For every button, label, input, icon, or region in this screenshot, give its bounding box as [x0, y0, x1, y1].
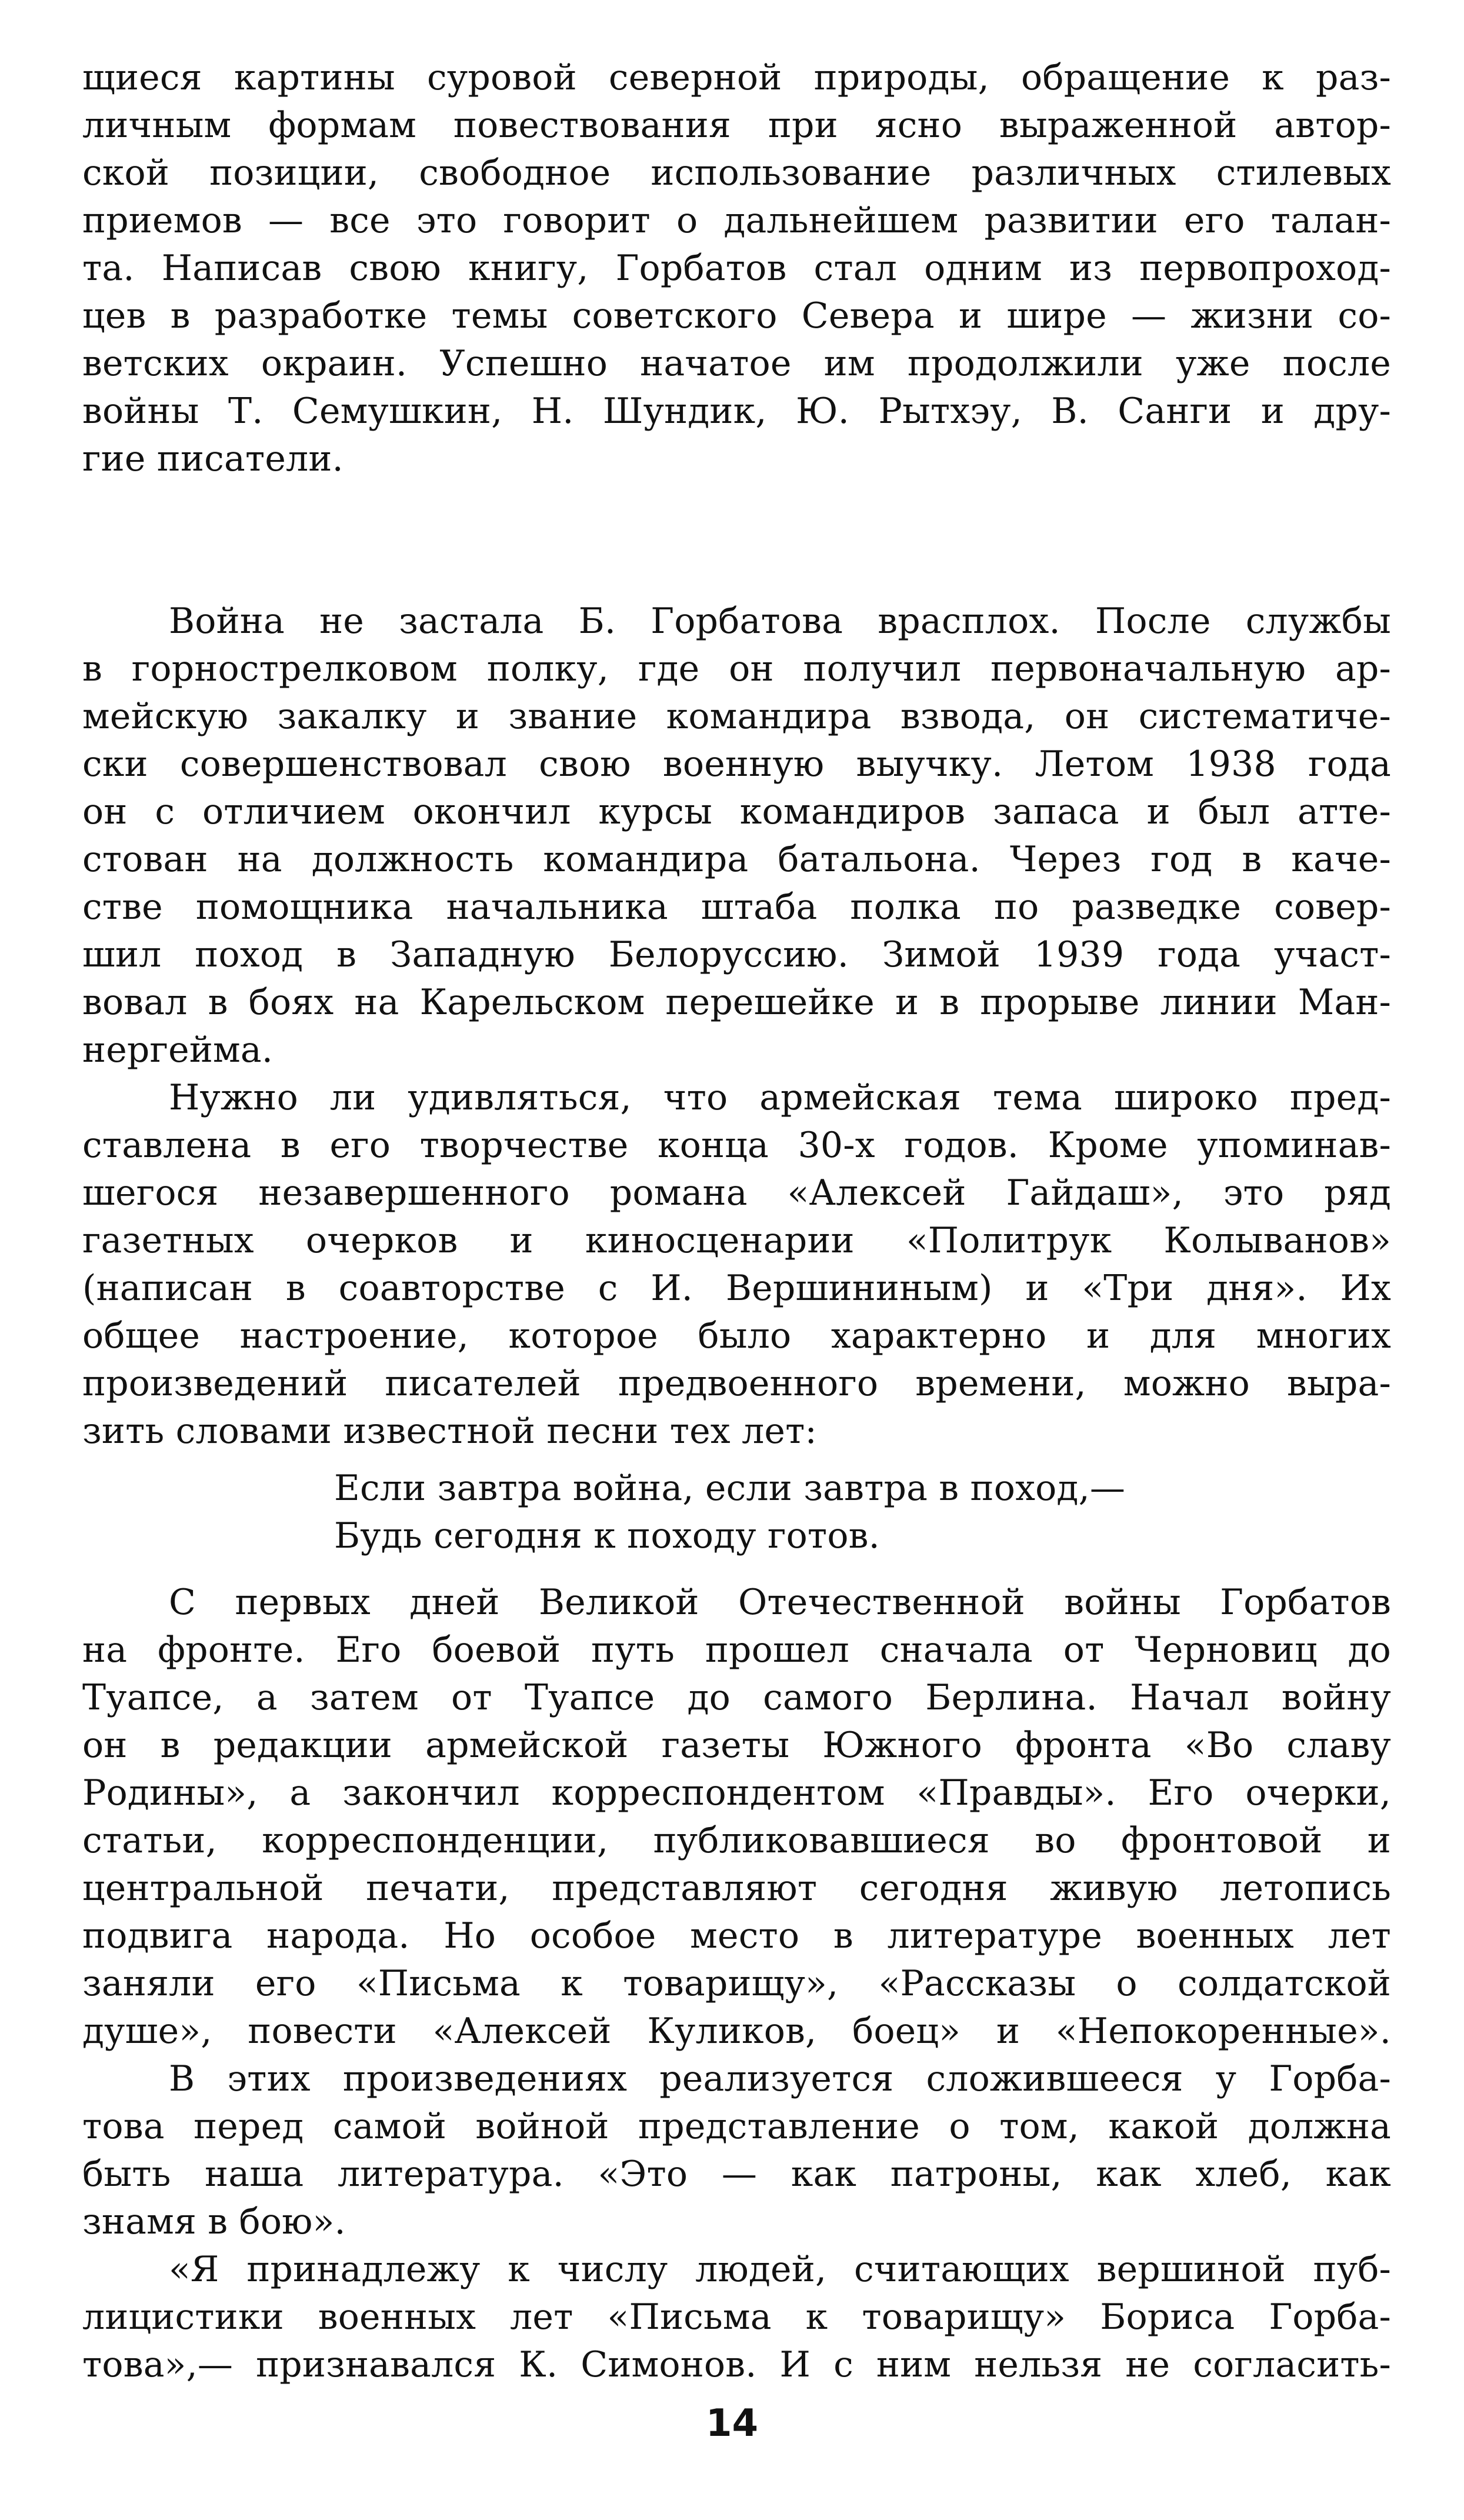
text-line: душе», повести «Алексей Куликов, боец» и «Непокоренные».	[82, 2011, 1391, 2052]
text-line: ской позиции, свободное использование различных стилевых	[82, 152, 1391, 194]
text-line: Война не застала Б. Горбатова врасплох. После службы	[169, 601, 1391, 642]
text-line: лицистики военных лет «Письма к товарищу» Бориса Горба-	[82, 2296, 1391, 2338]
text-line: Родины», а закончил корреспондентом «Правды». Его очерки,	[82, 1772, 1391, 1814]
text-line: заняли его «Письма к товарищу», «Рассказы о солдатской	[82, 1963, 1391, 2004]
text-line: това»,— признавался К. Симонов. И с ним нельзя не согласить-	[82, 2344, 1391, 2385]
verse-spacing	[82, 1569, 1391, 1579]
text-line: знамя в бою».	[82, 2201, 346, 2242]
text-line: щиеся картины суровой северной природы, обращение к раз-	[82, 57, 1391, 98]
text-line: газетных очерков и киносценарии «Политрук Колыванов»	[82, 1220, 1391, 1261]
text-line: това перед самой войной представление о том, какой должна	[82, 2106, 1391, 2147]
paragraph-4	[82, 1579, 1391, 2055]
text-line: нергейма.	[82, 1029, 274, 1071]
text-line: В этих произведениях реализуется сложившееся у Горба-	[169, 2058, 1391, 2099]
verse-line: Будь сегодня к походу готов.	[334, 1515, 880, 1556]
text-line: он в редакции армейской газеты Южного фронта «Во славу	[82, 1725, 1391, 1766]
text-line: Туапсе, а затем от Туапсе до самого Берлина. Начал войну	[82, 1677, 1391, 1718]
text-line: «Я принадлежу к числу людей, считающих вершиной пуб-	[169, 2249, 1391, 2290]
text-line: мейскую закалку и звание командира взвода, он систематиче-	[82, 696, 1391, 737]
text-line: быть наша литература. «Это — как патроны, как хлеб, как	[82, 2154, 1391, 2195]
text-line: центральной печати, представляют сегодня живую летопись	[82, 1868, 1391, 1909]
text-line: подвига народа. Но особое место в литературе военных лет	[82, 1915, 1391, 1956]
verse-line: Если завтра война, если завтра в поход,—	[334, 1468, 1126, 1509]
text-line: стве помощника начальника штаба полка по разведке совер-	[82, 886, 1391, 928]
text-line: С первых дней Великой Отечественной войны Горбатов	[169, 1582, 1391, 1623]
page-number: 14	[705, 2402, 759, 2445]
text-line: общее настроение, которое было характерно и для многих	[82, 1315, 1391, 1356]
text-line: ветских окраин. Успешно начатое им продолжили уже после	[82, 343, 1391, 384]
text-line: Нужно ли удивляться, что армейская тема широко пред-	[169, 1077, 1391, 1118]
paragraph-5	[82, 2055, 1391, 2246]
text-line: он с отличием окончил курсы командиров запаса и был атте-	[82, 791, 1391, 832]
text-line: ски совершенствовал свою военную выучку. Летом 1938 года	[82, 744, 1391, 785]
text-line: вовал в боях на Карельском перешейке и в прорыве линии Ман-	[82, 982, 1391, 1023]
paragraph-3	[82, 1074, 1391, 1455]
text-line: стован на должность командира батальона. Через год в каче-	[82, 839, 1391, 880]
page-body	[82, 54, 1391, 2389]
text-line: зить словами известной песни тех лет:	[82, 1411, 817, 1452]
text-line: гие писатели.	[82, 438, 344, 479]
text-line: цев в разработке темы советского Севера и шире — жизни со-	[82, 295, 1391, 336]
verse-spacing	[82, 1455, 1391, 1465]
text-line: в горнострелковом полку, где он получил первоначальную ар-	[82, 648, 1391, 689]
text-line: на фронте. Его боевой путь прошел сначала от Черновиц до	[82, 1629, 1391, 1671]
section-break	[82, 483, 1391, 598]
text-line: та. Написав свою книгу, Горбатов стал одним из первопроход-	[82, 248, 1391, 289]
verse-spacing	[82, 1560, 1391, 1569]
paragraph-2	[82, 598, 1391, 1074]
text-line: (написан в соавторстве с И. Вершининым) и «Три дня». Их	[82, 1268, 1391, 1309]
text-line: приемов — все это говорит о дальнейшем развитии его талан-	[82, 200, 1391, 241]
text-line: шил поход в Западную Белоруссию. Зимой 1939 года участ-	[82, 934, 1391, 975]
text-line: шегося незавершенного романа «Алексей Гайдаш», это ряд	[82, 1172, 1391, 1214]
text-line: статьи, корреспонденции, публиковавшиеся во фронтовой и	[82, 1820, 1391, 1861]
paragraph-1	[82, 54, 1391, 483]
text-line: произведений писателей предвоенного времени, можно выра-	[82, 1363, 1391, 1404]
text-line: ставлена в его творчестве конца 30-х годов. Кроме упоминав-	[82, 1125, 1391, 1166]
paragraph-6	[82, 2246, 1391, 2389]
song-verse	[82, 1465, 1391, 1560]
text-line: войны Т. Семушкин, Н. Шундик, Ю. Рытхэу, В. Санги и дру-	[82, 391, 1391, 432]
text-line: личным формам повествования при ясно выраженной автор-	[82, 105, 1391, 146]
